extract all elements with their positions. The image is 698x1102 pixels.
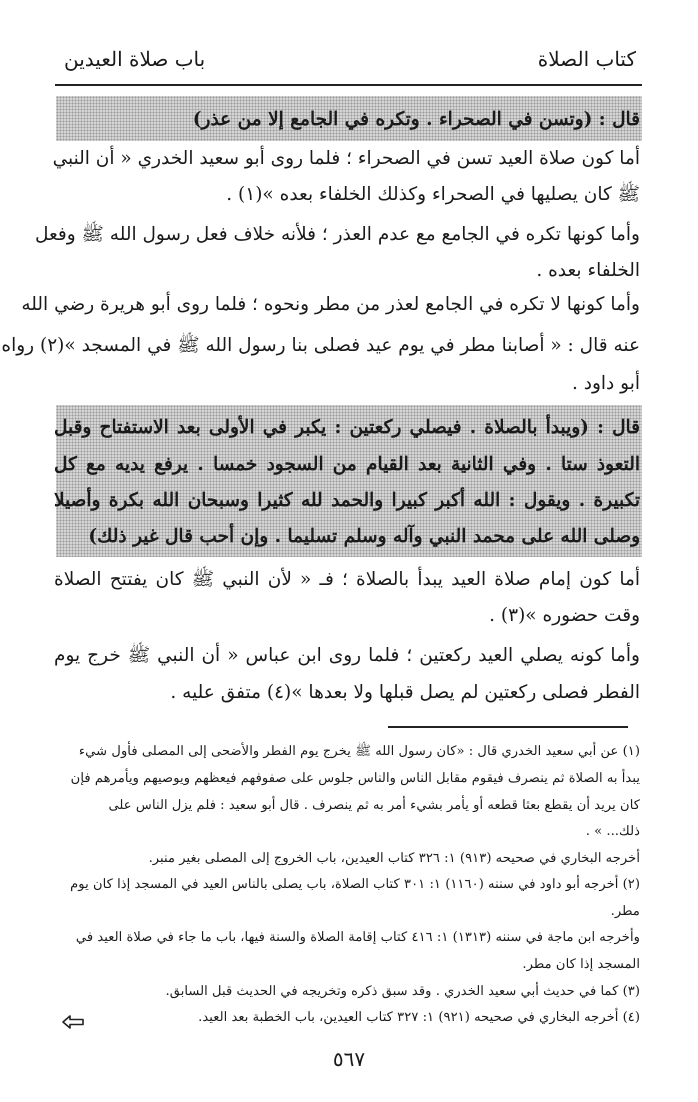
body-line: أما كون صلاة العيد تسن في الصحراء ؛ فلما روى أبو سعيد الخدري « أن النبي — [52, 148, 640, 169]
footnote-line: أخرجه البخاري في صحيحه (٩١٣) ١: ٣٢٦ كتاب العيدين، باب الخروج إلى المصلى بغير منبر. — [148, 851, 640, 866]
body-line: وأما كونه يصلي العيد ركعتين ؛ فلما روى ابن عباس « أن النبي ﷺ خرج يوم — [54, 645, 640, 666]
footnote-line: وأخرجه ابن ماجة في سننه (١٣١٣) ١: ٤١٦ كتاب إقامة الصلاة والسنة فيها، باب ما جاء في صلاة العيد في — [75, 930, 640, 945]
footnote-line: كان يريد أن يقطع بعثا قطعه أو يأمر بشيء أمر به ثم ينصرف . قال أبو سعيد : فلم يزل الناس على — [108, 798, 640, 813]
footnote-line: (٣) كما في حديث أبي سعيد الخدري . وقد سبق ذكره وتخريجه في الحديث قبل السابق. — [165, 984, 640, 999]
body-line: عنه قال : « أصابنا مطر في يوم عيد فصلى بنا رسول الله ﷺ في المسجد »(٢) رواه — [1, 335, 640, 356]
footnote-line: (٤) أخرجه البخاري في صحيحه (٩٢١) ١: ٣٢٧ كتاب العيدين، باب الخطبة بعد العيد. — [198, 1010, 640, 1025]
body-line: وأما كونها تكره في الجامع مع عدم العذر ؛ فلأنه خلاف فعل رسول الله ﷺ وفعل — [34, 224, 640, 245]
matn-text-2: تكبيرة . ويقول : الله أكبر كبيرا والحمد لله كثيرا وسبحان الله بكرة وأصيلا — [54, 490, 640, 511]
body-line: وقت حضوره »(٣) . — [489, 605, 640, 626]
header-divider — [55, 84, 642, 86]
body-line: الخلفاء بعده . — [536, 260, 640, 281]
matn-text-1: قال : (وتسن في الصحراء . وتكره في الجامع إلا من عذر) — [192, 109, 640, 130]
running-header-chapter: باب صلاة العيدين — [64, 47, 206, 71]
footnote-divider — [388, 726, 628, 728]
body-line: أما كون إمام صلاة العيد يبدأ بالصلاة ؛ فـ « لأن النبي ﷺ كان يفتتح الصلاة — [54, 569, 640, 590]
matn-text-2: التعوذ ستا . وفي الثانية بعد القيام من السجود خمسا . يرفع يديه مع كل — [54, 454, 640, 475]
footnote-line: المسجد إذا كان مطر. — [522, 957, 640, 972]
matn-text-2: وصلى الله على محمد النبي وآله وسلم تسليما . وإن أحب قال غير ذلك) — [88, 526, 640, 547]
body-line: الفطر فصلى ركعتين لم يصل قبلها ولا بعدها »(٤) متفق عليه . — [170, 682, 640, 703]
footnote-line: (٢) أخرجه أبو داود في سننه (١١٦٠) ١: ٣٠١ كتاب الصلاة، باب يصلى بالناس العيد في المسجد إذا كان يوم — [70, 877, 640, 892]
running-header-book: كتاب الصلاة — [537, 47, 636, 71]
matn-text-2: قال : (ويبدأ بالصلاة . فيصلي ركعتين : يكبر في الأولى بعد الاستفتاح وقبل — [54, 417, 640, 438]
body-line: أبو داود . — [571, 373, 640, 394]
footnote-line: ذلك... » . — [585, 824, 640, 839]
footnote-line: مطر. — [610, 904, 640, 919]
back-arrow-icon[interactable] — [60, 1013, 86, 1031]
footnote-line: (١) عن أبي سعيد الخدري قال : «كان رسول الله ﷺ يخرج يوم الفطر والأضحى إلى المصلى فأول شيء — [78, 744, 640, 759]
footnote-line: يبدأ به الصلاة ثم ينصرف فيقوم مقابل الناس والناس جلوس على صفوفهم فيعظهم ويوصيهم ويأمرهم فإن — [70, 771, 640, 786]
page-number: ٥٦٧ — [332, 1047, 366, 1071]
body-line: وأما كونها لا تكره في الجامع لعذر من مطر ونحوه ؛ فلما روى أبو هريرة رضي الله — [21, 294, 640, 315]
body-line: ﷺ كان يصليها في الصحراء وكذلك الخلفاء بعده »(١) . — [226, 184, 640, 205]
